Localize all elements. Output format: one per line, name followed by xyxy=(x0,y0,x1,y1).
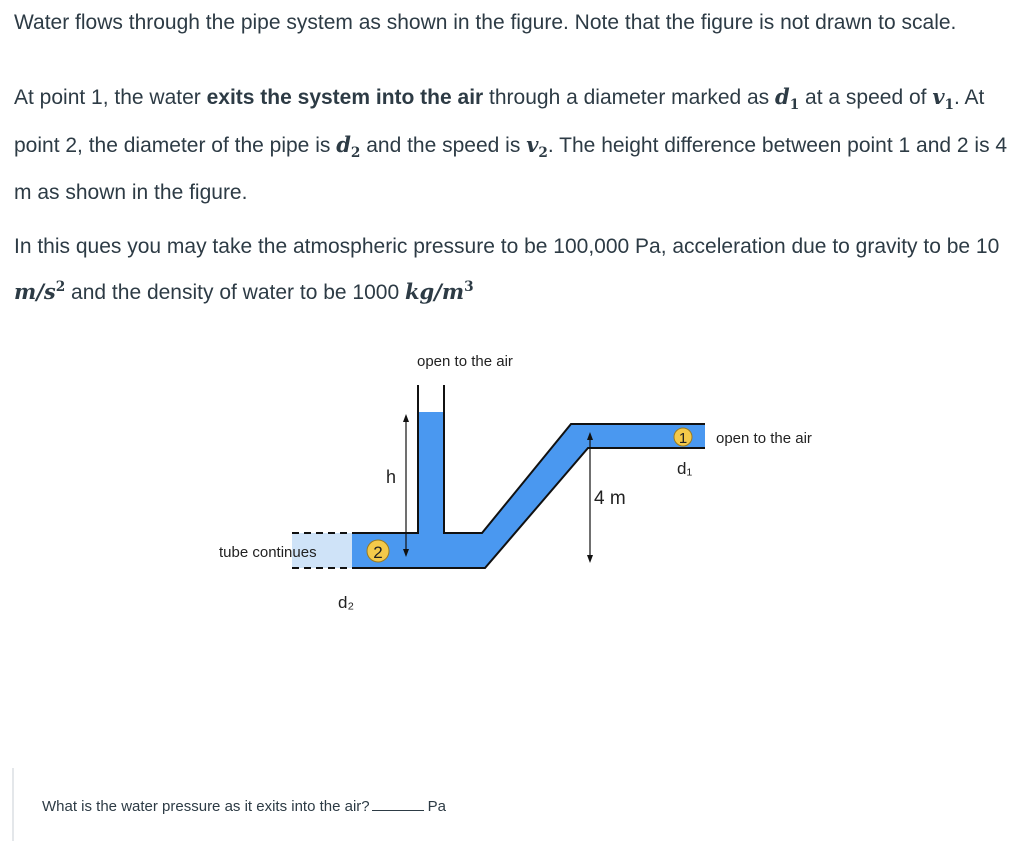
pipe-figure xyxy=(0,340,1024,640)
height-label: 4 m xyxy=(594,488,626,509)
point-1-label: 1 xyxy=(678,430,688,447)
setup-text-5: and the speed is xyxy=(360,134,527,158)
d2-label: d₂ xyxy=(338,593,355,612)
pipe-top-wall-left xyxy=(352,385,418,533)
density-unit: $kg/m^3$ xyxy=(404,279,474,304)
d2-symbol: $d_2$ xyxy=(336,132,361,162)
setup-bold-text: exits the system into the air xyxy=(206,86,484,109)
v1-symbol: $v_1$ xyxy=(932,84,955,114)
right-open-air-label: open to the air xyxy=(716,430,812,447)
intro-paragraph xyxy=(14,3,1019,43)
question-block xyxy=(12,768,1014,841)
answer-unit: Pa xyxy=(427,798,447,815)
tube-continues-label: tube continues xyxy=(219,544,317,561)
setup-text-6: . The height difference between point 1 and 2 is 4 m as shown in the figure. xyxy=(14,134,1008,205)
d1-symbol: $d_1$ xyxy=(775,84,800,114)
constants-text-2: and the density of water to be 1000 xyxy=(65,281,405,304)
setup-paragraph xyxy=(14,77,1019,213)
h-label: h xyxy=(386,467,397,487)
constants-paragraph xyxy=(14,227,1019,313)
setup-text-3: at a speed of xyxy=(799,86,933,109)
h-arrow-head-up xyxy=(403,414,409,422)
answer-blank[interactable] xyxy=(372,810,424,811)
height-arrow-head-down xyxy=(587,555,593,563)
constants-text-1: In this ques you may take the atmospheric pressure to be 100,000 Pa, acceleration due to gravity to be 10 xyxy=(14,235,1000,258)
setup-text-2: through a diameter marked as xyxy=(483,86,776,109)
point-2-label: 2 xyxy=(373,543,383,562)
d1-label: d₁ xyxy=(677,459,693,478)
setup-text-1: At point 1, the water xyxy=(14,86,207,109)
question-row xyxy=(42,798,446,815)
top-open-air-label: open to the air xyxy=(417,353,513,370)
setup-text-4: . At point 2, the diameter of the pipe is xyxy=(14,86,985,158)
question-text: What is the water pressure as it exits into the air? xyxy=(42,798,370,815)
pipe-water xyxy=(352,412,705,568)
v2-symbol: $v_2$ xyxy=(526,132,548,162)
gravity-unit: $m/s^2$ xyxy=(14,279,66,304)
intro-text: Water flows through the pipe system as shown in the figure. Note that the figure is not drawn to scale. xyxy=(14,11,957,34)
